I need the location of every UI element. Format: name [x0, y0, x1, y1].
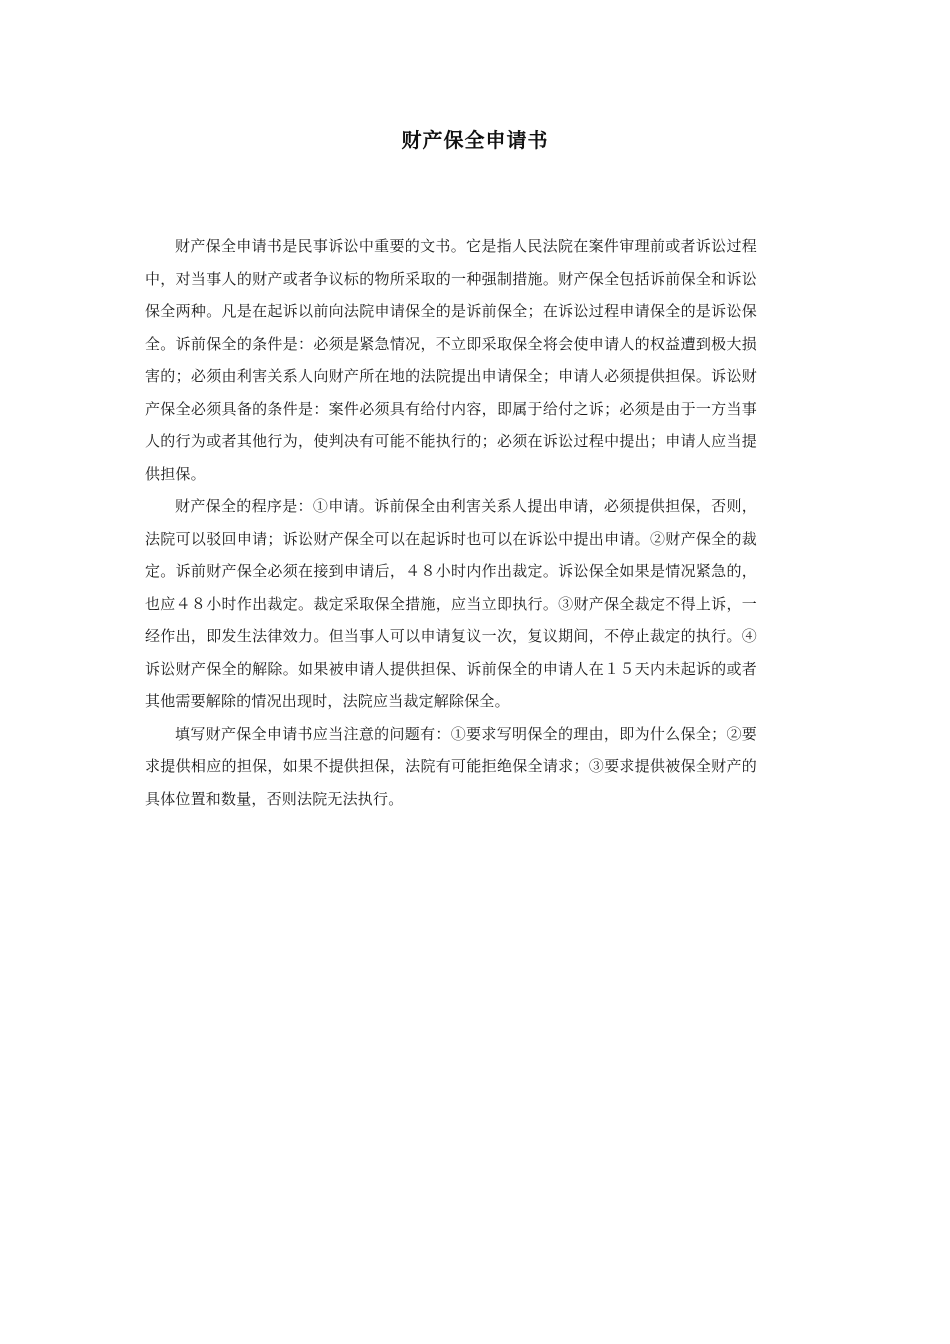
paragraph-procedure: 财产保全的程序是：①申请。诉前保全由利害关系人提出申请，必须提供担保，否则，法院可以驳回申请；诉讼财产保全可以在起诉时也可以在诉讼中提出申请。②财产保全的裁定。诉前财产保全必须在接到申请后，４８小时内作出裁定。诉讼保全如果是情况紧急的，也应４８小时作出裁定。裁定采取保全措施，应当立即执行。③财产保全裁定不得上诉，一经作出，即发生法律效力。但当事人可以申请复议一次，复议期间，不停止裁定的执行。④诉讼财产保全的解除。如果被申请人提供担保、诉前保全的申请人在１５天内未起诉的或者其他需要解除的情况出现时，法院应当裁定解除保全。: [145, 497, 757, 710]
paragraph-introduction: 财产保全申请书是民事诉讼中重要的文书。它是指人民法院在案件审理前或者诉讼过程中，对当事人的财产或者争议标的物所采取的一种强制措施。财产保全包括诉前保全和诉讼保全两种。凡是在起诉以前向法院申请保全的是诉前保全；在诉讼过程申请保全的是诉讼保全。诉前保全的条件是：必须是紧急情况，不立即采取保全将会使申请人的权益遭到极大损害的；必须由利害关系人向财产所在地的法院提出申请保全；申请人必须提供担保。诉讼财产保全必须具备的条件是：案件必须具有给付内容，即属于给付之诉；必须是由于一方当事人的行为或者其他行为，使判决有可能不能执行的；必须在诉讼过程中提出；申请人应当提供担保。: [145, 237, 757, 483]
paragraph-notes: 填写财产保全申请书应当注意的问题有：①要求写明保全的理由，即为什么保全；②要求提供相应的担保，如果不提供担保，法院有可能拒绝保全请求；③要求提供被保全财产的具体位置和数量，否则法院无法执行。: [145, 724, 757, 808]
document-body: [145, 230, 757, 815]
document-title: 财产保全申请书: [401, 128, 549, 152]
